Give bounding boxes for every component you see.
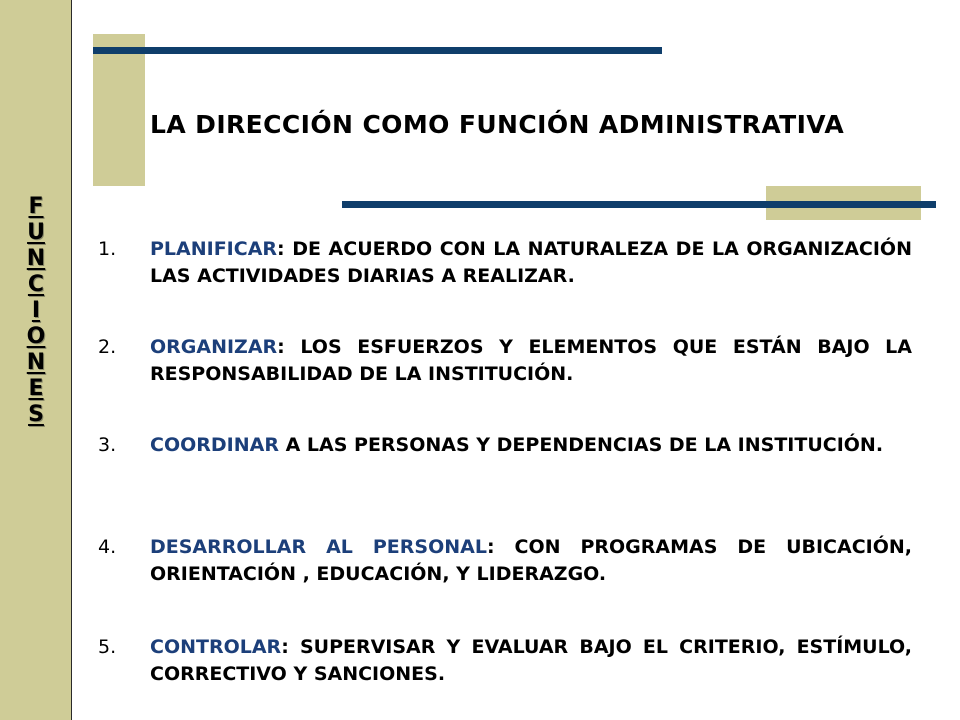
- item-term: PLANIFICAR: [150, 238, 278, 260]
- item-number: 3.: [98, 434, 117, 456]
- vertical-letter: S: [28, 402, 44, 427]
- sidebar-panel: [0, 0, 72, 720]
- item-number: 1.: [98, 238, 117, 260]
- item-text: [150, 534, 912, 588]
- vertical-letter: U: [27, 220, 45, 245]
- vertical-letter: F: [28, 194, 44, 219]
- slide-title: LA DIRECCIÓN COMO FUNCIÓN ADMINISTRATIVA: [150, 110, 845, 139]
- item-description: A LAS PERSONAS Y DEPENDENCIAS DE LA INSTITUCIÓN.: [278, 434, 884, 456]
- item-number: 5.: [98, 636, 117, 658]
- vertical-letter: E: [28, 376, 44, 401]
- vertical-letter: C: [27, 272, 45, 297]
- item-text: [150, 432, 912, 459]
- vertical-word-funciones: [0, 194, 72, 428]
- item-number: 2.: [98, 336, 117, 358]
- item-term: ORGANIZAR: [150, 336, 278, 358]
- list-item-controlar: [98, 634, 912, 688]
- decorative-navy-rule-bottom: [342, 201, 936, 208]
- item-description: : DE ACUERDO CON LA NATURALEZA DE LA ORGANIZACIÓN LAS ACTIVIDADES DIARIAS A REALIZAR.: [150, 238, 912, 287]
- item-text: [150, 236, 912, 290]
- item-number: 4.: [98, 536, 117, 558]
- decorative-navy-rule-top: [93, 47, 662, 54]
- decorative-tan-block-left: [93, 34, 145, 186]
- item-term: DESARROLLAR AL PERSONAL: [150, 536, 487, 558]
- list-item-desarrollar: [98, 534, 912, 588]
- item-term: COORDINAR: [150, 434, 279, 456]
- vertical-letter: O: [26, 324, 46, 349]
- list-item-organizar: [98, 334, 912, 388]
- item-text: [150, 634, 912, 688]
- vertical-letter: I: [31, 298, 41, 323]
- item-description: : CON PROGRAMAS DE UBICACIÓN, ORIENTACIÓN , EDUCACIÓN, Y LIDERAZGO.: [150, 536, 912, 585]
- list-item-coordinar: [98, 432, 912, 459]
- list-item-planificar: [98, 236, 912, 290]
- item-description: : SUPERVISAR Y EVALUAR BAJO EL CRITERIO, ESTÍMULO, CORRECTIVO Y SANCIONES.: [150, 636, 912, 685]
- item-term: CONTROLAR: [150, 636, 282, 658]
- item-description: : LOS ESFUERZOS Y ELEMENTOS QUE ESTÁN BAJO LA RESPONSABILIDAD DE LA INSTITUCIÓN.: [150, 336, 912, 385]
- item-text: [150, 334, 912, 388]
- vertical-letter: N: [26, 246, 46, 271]
- vertical-letter: N: [26, 350, 46, 375]
